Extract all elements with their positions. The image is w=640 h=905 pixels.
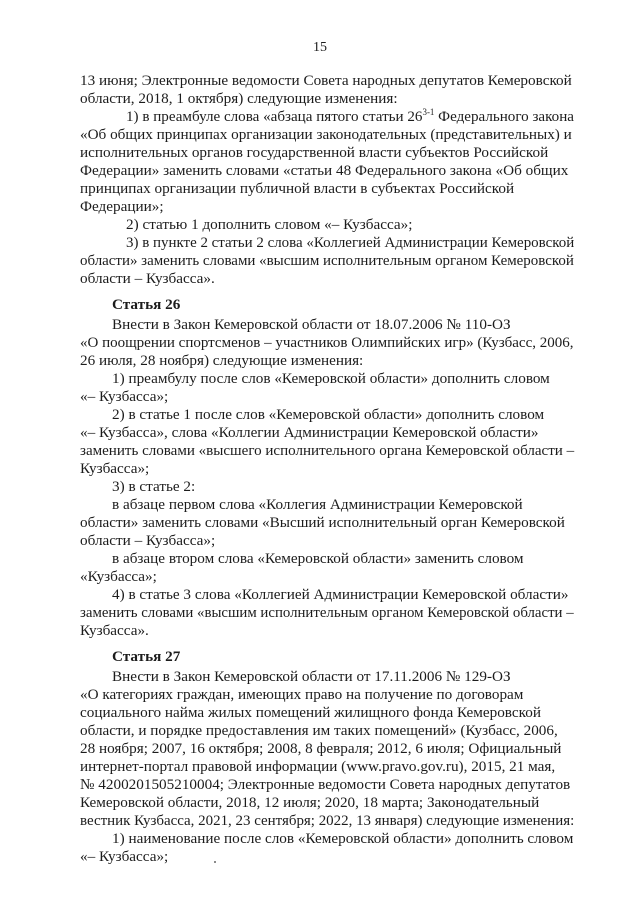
- article-26-item-3b-line-1: в абзаце втором слова «Кемеровской области» заменить словом: [112, 550, 524, 567]
- article-27-para-line-8: Кемеровской области, 2018, 12 июля; 2020, 18 марта; Законодательный: [80, 794, 540, 811]
- article-27-para-line-9: вестник Кузбасса, 2021, 23 сентября; 2022, 13 января) следующие изменения:: [80, 812, 575, 829]
- article-27-item-1-line-1: 1) наименование после слов «Кемеровской области» дополнить словом: [112, 830, 574, 847]
- intro-item-1-line-5: принципах организации публичной власти в субъектах Российской: [80, 180, 515, 197]
- intro-item-1-line-6: Федерации»;: [80, 198, 164, 215]
- article-27-para-line-4: области, и порядке предоставления им таких помещений» (Кузбасс, 2006,: [80, 722, 558, 739]
- article-27-para-line-7: № 4200201505210004; Электронные ведомости Совета народных депутатов: [80, 776, 571, 793]
- intro-item-2: 2) статью 1 дополнить словом «– Кузбасса»;: [126, 216, 413, 233]
- intro-line-2: области, 2018, 1 октября) следующие изменения:: [80, 90, 398, 107]
- article-27-para-line-6: интернет-портал правовой информации (www.pravo.gov.ru), 2015, 21 мая,: [80, 758, 556, 775]
- article-26-item-3a-line-3: области – Кузбасса»;: [80, 532, 216, 549]
- article-26-title: Статья 26: [112, 296, 181, 313]
- article-26-item-3: 3) в статье 2:: [112, 478, 196, 495]
- article-26-item-4-line-3: Кузбасса».: [80, 622, 149, 639]
- intro-line-1: 13 июня; Электронные ведомости Совета народных депутатов Кемеровской: [80, 72, 572, 89]
- article-26-item-3a-line-2: области» заменить словами «Высший исполнительный орган Кемеровской: [80, 514, 565, 531]
- intro-item-3-line-1: 3) в пункте 2 статьи 2 слова «Коллегией Администрации Кемеровской: [126, 234, 575, 251]
- intro-item-1-line-3: исполнительных органов государственной власти субъектов Российской: [80, 144, 549, 161]
- scan-speck: [214, 861, 216, 863]
- article-26-item-1-line-2: «– Кузбасса»;: [80, 388, 169, 405]
- article-26-item-1-line-1: 1) преамбулу после слов «Кемеровской области» дополнить словом: [112, 370, 550, 387]
- article-26-item-2-line-1: 2) в статье 1 после слов «Кемеровской области» дополнить словом: [112, 406, 545, 423]
- superscript: 3-1: [422, 106, 435, 117]
- article-27-para-line-1: Внести в Закон Кемеровской области от 17.11.2006 № 129-ОЗ: [112, 668, 511, 685]
- article-26-item-2-line-2: «– Кузбасса», слова «Коллегии Администрации Кемеровской области»: [80, 424, 539, 441]
- intro-item-1-line-1: 1) в преамбуле слова «абзаца пятого статьи 26$^{3-1}$ Федерального закона: [126, 106, 575, 125]
- intro-item-3-line-2: области» заменить словами «высшим исполнительным органом Кемеровской: [80, 252, 574, 269]
- article-26-item-2-line-4: Кузбасса»;: [80, 460, 150, 477]
- intro-item-1-line-4: Федерации» заменить словами «статьи 48 Федерального закона «Об общих: [80, 162, 569, 179]
- article-26-para-line-1: Внести в Закон Кемеровской области от 18.07.2006 № 110-ОЗ: [112, 316, 511, 333]
- article-27-item-1-line-2: «– Кузбасса»;: [80, 848, 169, 865]
- article-27-para-line-2: «О категориях граждан, имеющих право на получение по договорам: [80, 686, 524, 703]
- article-26-item-4-line-2: заменить словами «высшим исполнительным органом Кемеровской области –: [80, 604, 574, 621]
- article-26-item-2-line-3: заменить словами «высшего исполнительного органа Кемеровской области –: [80, 442, 575, 459]
- article-26-item-4-line-1: 4) в статье 3 слова «Коллегией Администрации Кемеровской области»: [112, 586, 569, 603]
- article-27-title: Статья 27: [112, 648, 181, 665]
- article-27-para-line-5: 28 ноября; 2007, 16 октября; 2008, 8 февраля; 2012, 6 июля; Официальный: [80, 740, 562, 757]
- intro-item-3-line-3: области – Кузбасса».: [80, 270, 215, 287]
- article-26-para-line-3: 26 июля, 28 ноября) следующие изменения:: [80, 352, 364, 369]
- intro-item-1-line-2: «Об общих принципах организации законодательных (представительных) и: [80, 126, 572, 143]
- page-number: 15: [313, 40, 327, 55]
- article-26-item-3a-line-1: в абзаце первом слова «Коллегия Администрации Кемеровской: [112, 496, 523, 513]
- article-26-para-line-2: «О поощрении спортсменов – участников Олимпийских игр» (Кузбасс, 2006,: [80, 334, 574, 351]
- article-26-item-3b-line-2: «Кузбасса»;: [80, 568, 157, 585]
- article-27-para-line-3: социального найма жилых помещений жилищного фонда Кемеровской: [80, 704, 541, 721]
